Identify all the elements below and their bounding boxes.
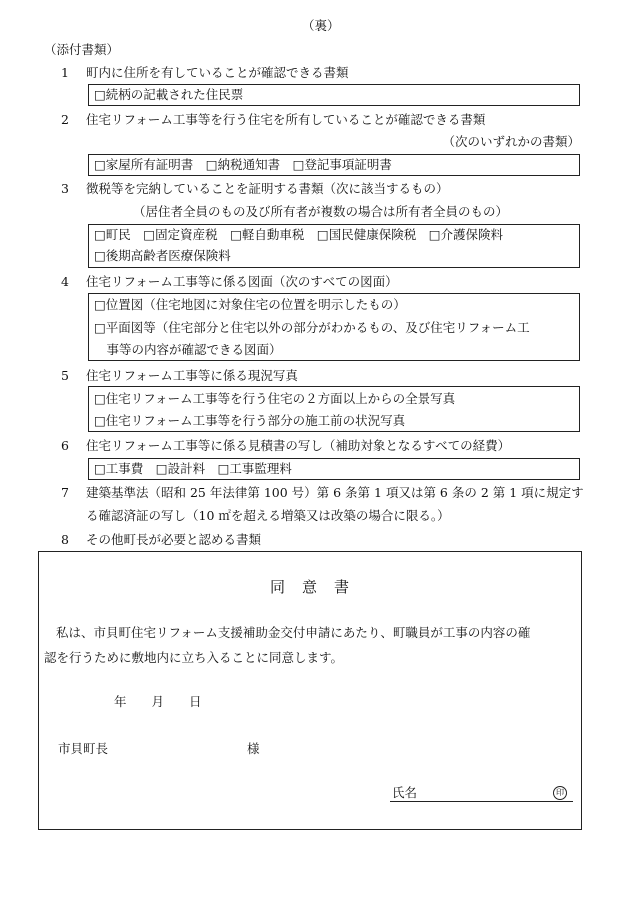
name-label: 氏名 bbox=[392, 785, 418, 800]
attachments-label: （添付書類） bbox=[44, 42, 120, 57]
item-checkbox-box bbox=[88, 293, 580, 361]
checkbox-line: □住宅リフォーム工事等を行う住宅の２方面以上からの全景写真 bbox=[94, 391, 456, 406]
checkbox-line: 事等の内容が確認できる図面） bbox=[94, 342, 282, 357]
checkbox-line: □平面図等（住宅部分と住宅以外の部分がわかるもの、及び住宅リフォーム工 bbox=[94, 320, 530, 335]
item-number: 1 bbox=[61, 65, 69, 80]
side-label: （裏） bbox=[302, 18, 340, 33]
item-number: 4 bbox=[61, 274, 69, 289]
honorific: 様 bbox=[247, 741, 260, 756]
item-title: 住宅リフォーム工事等に係る見積書の写し（補助対象となるすべての経費） bbox=[86, 438, 511, 453]
addressee: 市貝町長 bbox=[58, 741, 109, 756]
item-title: 住宅リフォーム工事等を行う住宅を所有していることが確認できる書類 bbox=[86, 112, 486, 127]
checkbox-line: □後期高齢者医療保険料 bbox=[94, 248, 231, 263]
item-number: 3 bbox=[61, 181, 69, 196]
item-title: その他町長が必要と認める書類 bbox=[86, 532, 262, 547]
checkbox-line: □家屋所有証明書 □納税通知書 □登記事項証明書 bbox=[94, 157, 392, 172]
item-title: 徴税等を完納していることを証明する書類（次に該当するもの） bbox=[86, 181, 449, 196]
item-number: 2 bbox=[61, 112, 69, 127]
item-checkbox-box bbox=[88, 386, 580, 432]
item-note: （次のいずれかの書類） bbox=[442, 134, 580, 149]
item-checkbox-box bbox=[88, 224, 580, 268]
item-checkbox-box bbox=[88, 154, 580, 176]
signature-line bbox=[390, 801, 573, 802]
item-title: 住宅リフォーム工事等に係る現況写真 bbox=[86, 368, 298, 383]
item-note: （居住者全員のもの及び所有者が複数の場合は所有者全員のもの） bbox=[133, 204, 509, 219]
consent-body-line-1: 私は、市貝町住宅リフォーム支援補助金交付申請にあたり、町職員が工事の内容の確 bbox=[56, 625, 531, 640]
item-number: 6 bbox=[61, 438, 69, 453]
date-field: 年 月 日 bbox=[114, 694, 202, 709]
consent-title: 同 意 書 bbox=[270, 578, 351, 596]
item-number: 7 bbox=[61, 485, 69, 500]
seal-icon: 印 bbox=[553, 786, 567, 800]
item-title: 建築基準法（昭和 25 年法律第 100 号）第 6 条第 1 項又は第 6 条の 2 第 1 項に規定す bbox=[86, 485, 584, 500]
checkbox-line: □位置図（住宅地図に対象住宅の位置を明示したもの） bbox=[94, 297, 406, 312]
checkbox-line: □住宅リフォーム工事等を行う部分の施工前の状況写真 bbox=[94, 413, 406, 428]
item-checkbox-box bbox=[88, 84, 580, 106]
item-checkbox-box bbox=[88, 458, 580, 480]
item-title: 町内に住所を有していることが確認できる書類 bbox=[86, 65, 349, 80]
item-number: 5 bbox=[61, 368, 69, 383]
checkbox-line: □続柄の記載された住民票 bbox=[94, 87, 244, 102]
checkbox-line: □町民 □固定資産税 □軽自動車税 □国民健康保険税 □介護保険料 bbox=[94, 227, 504, 242]
consent-body-line-2: 認を行うために敷地内に立ち入ることに同意します。 bbox=[44, 650, 344, 665]
checkbox-line: □工事費 □設計料 □工事監理料 bbox=[94, 461, 292, 476]
item-number: 8 bbox=[61, 532, 69, 547]
item-title-continued: る確認済証の写し（10 ㎡を超える増築又は改築の場合に限る。） bbox=[86, 508, 450, 523]
item-title: 住宅リフォーム工事等に係る図面（次のすべての図面） bbox=[86, 274, 398, 289]
